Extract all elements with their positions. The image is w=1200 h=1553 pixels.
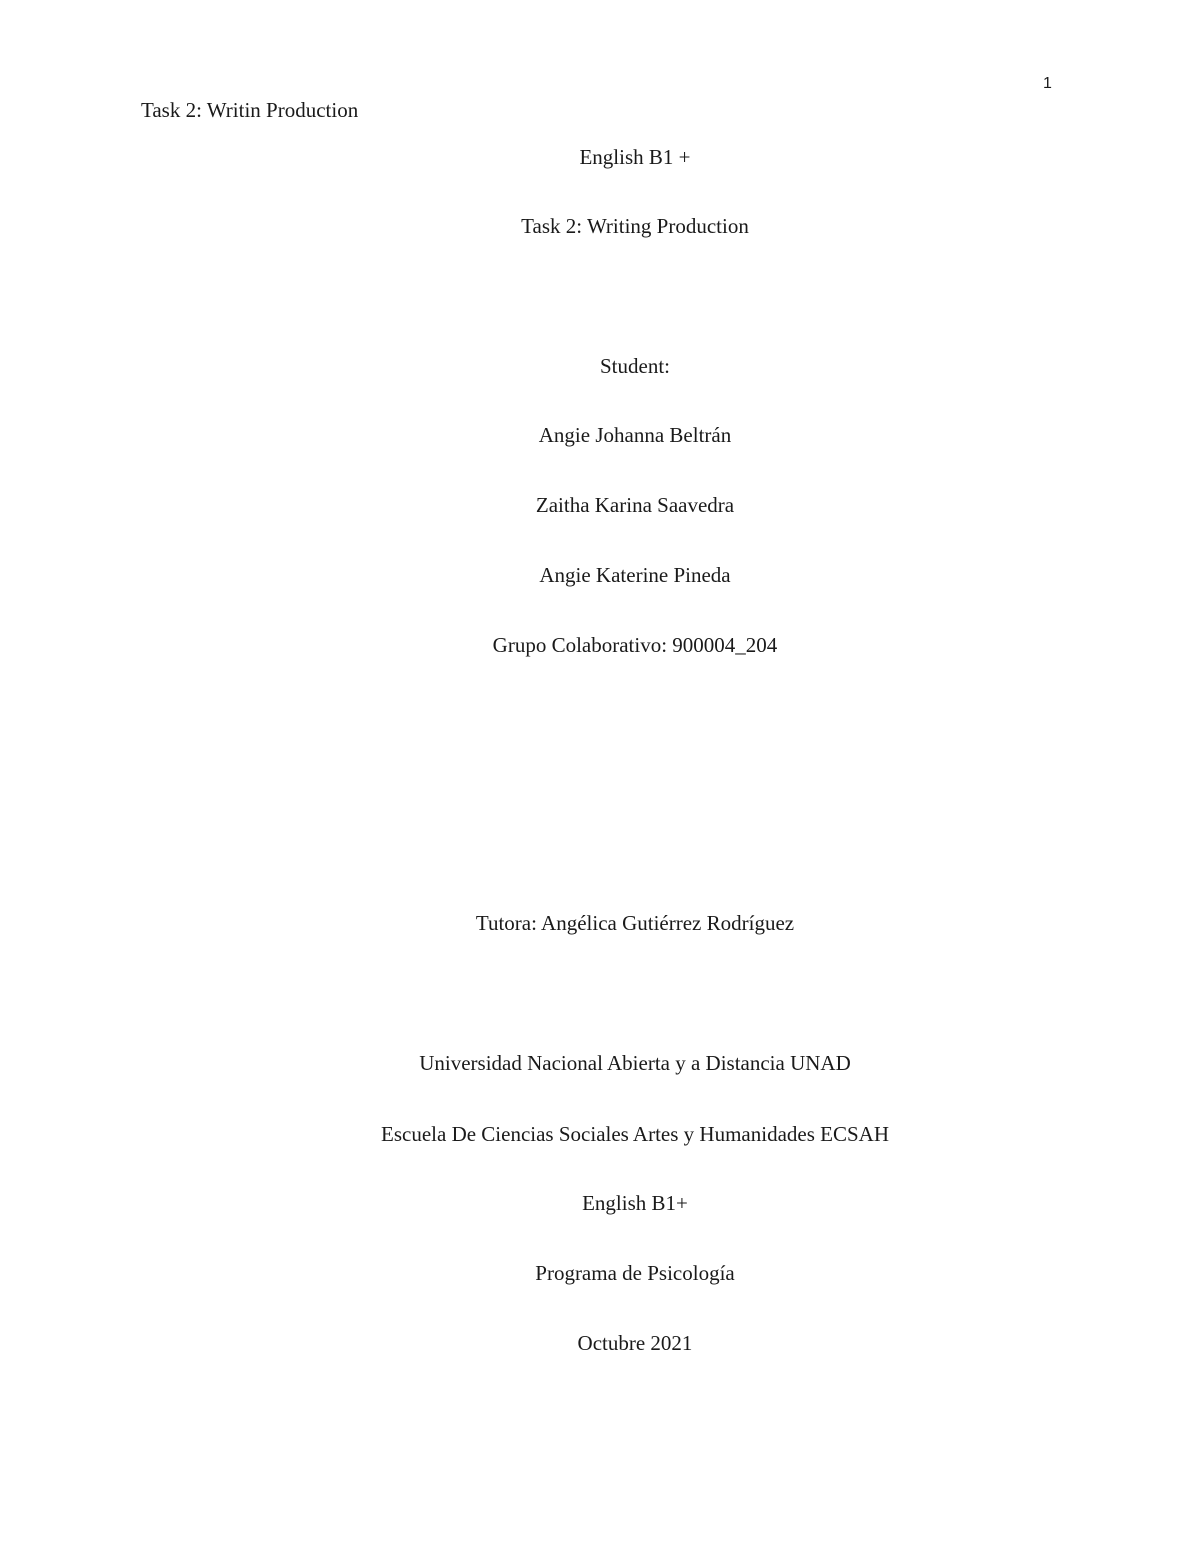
student-name-1: Angie Johanna Beltrán <box>538 423 732 447</box>
task-title: Task 2: Writing Production <box>521 214 749 238</box>
student-name-2: Zaitha Karina Saavedra <box>535 493 735 517</box>
page-number: 1 <box>1043 75 1052 92</box>
course-name-top: English B1 + <box>579 145 691 169</box>
school-name: Escuela De Ciencias Sociales Artes y Humanidades ECSAH <box>381 1122 889 1146</box>
document-date: Octubre 2021 <box>577 1331 693 1355</box>
tutor-name: Tutora: Angélica Gutiérrez Rodríguez <box>475 911 795 935</box>
student-label: Student: <box>599 354 670 378</box>
student-name-3: Angie Katerine Pineda <box>539 563 731 587</box>
running-head: Task 2: Writin Production <box>141 98 359 122</box>
university-name: Universidad Nacional Abierta y a Distancia UNAD <box>419 1051 851 1075</box>
collaborative-group: Grupo Colaborativo: 900004_204 <box>492 633 778 657</box>
program-name: Programa de Psicología <box>535 1261 735 1285</box>
course-name-bottom: English B1+ <box>582 1191 688 1215</box>
